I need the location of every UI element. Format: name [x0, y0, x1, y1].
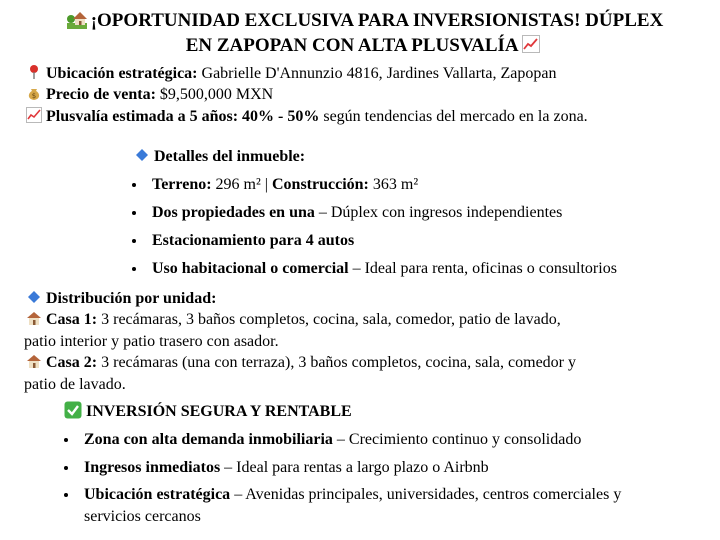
money-bag-icon	[26, 85, 42, 101]
small-blue-diamond-icon	[26, 289, 42, 305]
details-list	[152, 175, 617, 287]
house-2-description: Casa 2: 3 recámaras (una con terraza), 3 baños completos, cocina, sala, comedor y patio de lavado.	[24, 354, 577, 393]
svg-text:$: $	[31, 92, 37, 100]
list-item: Dos propiedades en una – Dúplex con ingresos independientes	[152, 203, 617, 231]
list-item: Estacionamiento para 4 autos	[152, 231, 617, 259]
list-item: Terreno: 296 m² | Construcción: 363 m²	[152, 175, 617, 203]
list-item: Zona con alta demanda inmobiliaria – Crecimiento continuo y consolidado	[84, 430, 621, 458]
gain-line: Plusvalía estimada a 5 años: 40% - 50% según tendencias del mercado en la zona.	[26, 107, 588, 126]
chart-increasing-icon	[522, 35, 540, 53]
round-pushpin-icon	[26, 64, 42, 80]
chart-increasing-icon	[26, 107, 42, 123]
investment-list	[84, 430, 621, 526]
house-1-description: Casa 1: 3 recámaras, 3 baños completos, cocina, sala, comedor, patio de lavado, patio interior y patio trasero con asador.	[24, 311, 561, 350]
house-icon	[26, 310, 42, 326]
page-title	[30, 8, 700, 58]
list-item: Ingresos inmediatos – Ideal para rentas a largo plazo o Airbnb	[84, 458, 621, 485]
title-line-1: ¡OPORTUNIDAD EXCLUSIVA PARA INVERSIONISTAS! DÚPLEX	[30, 8, 700, 33]
location-line: Ubicación estratégica: Gabrielle D'Annunzio 4816, Jardines Vallarta, Zapopan	[26, 64, 556, 83]
title-line-2: EN ZAPOPAN CON ALTA PLUSVALÍA	[30, 33, 700, 58]
check-mark-button-icon	[64, 401, 82, 419]
list-item: Uso habitacional o comercial – Ideal para renta, oficinas o consultorios	[152, 259, 617, 287]
house-icon	[26, 353, 42, 369]
list-item: Ubicación estratégica – Avenidas principales, universidades, centros comerciales y servicios cercanos	[84, 485, 621, 526]
small-blue-diamond-icon	[134, 147, 150, 163]
distribution-heading: Distribución por unidad:	[26, 289, 216, 308]
investment-heading: INVERSIÓN SEGURA Y RENTABLE	[64, 401, 352, 421]
price-line: $ Precio de venta: $9,500,000 MXN	[26, 85, 273, 104]
house-with-garden-icon	[67, 9, 87, 29]
details-heading: Detalles del inmueble:	[134, 147, 305, 166]
